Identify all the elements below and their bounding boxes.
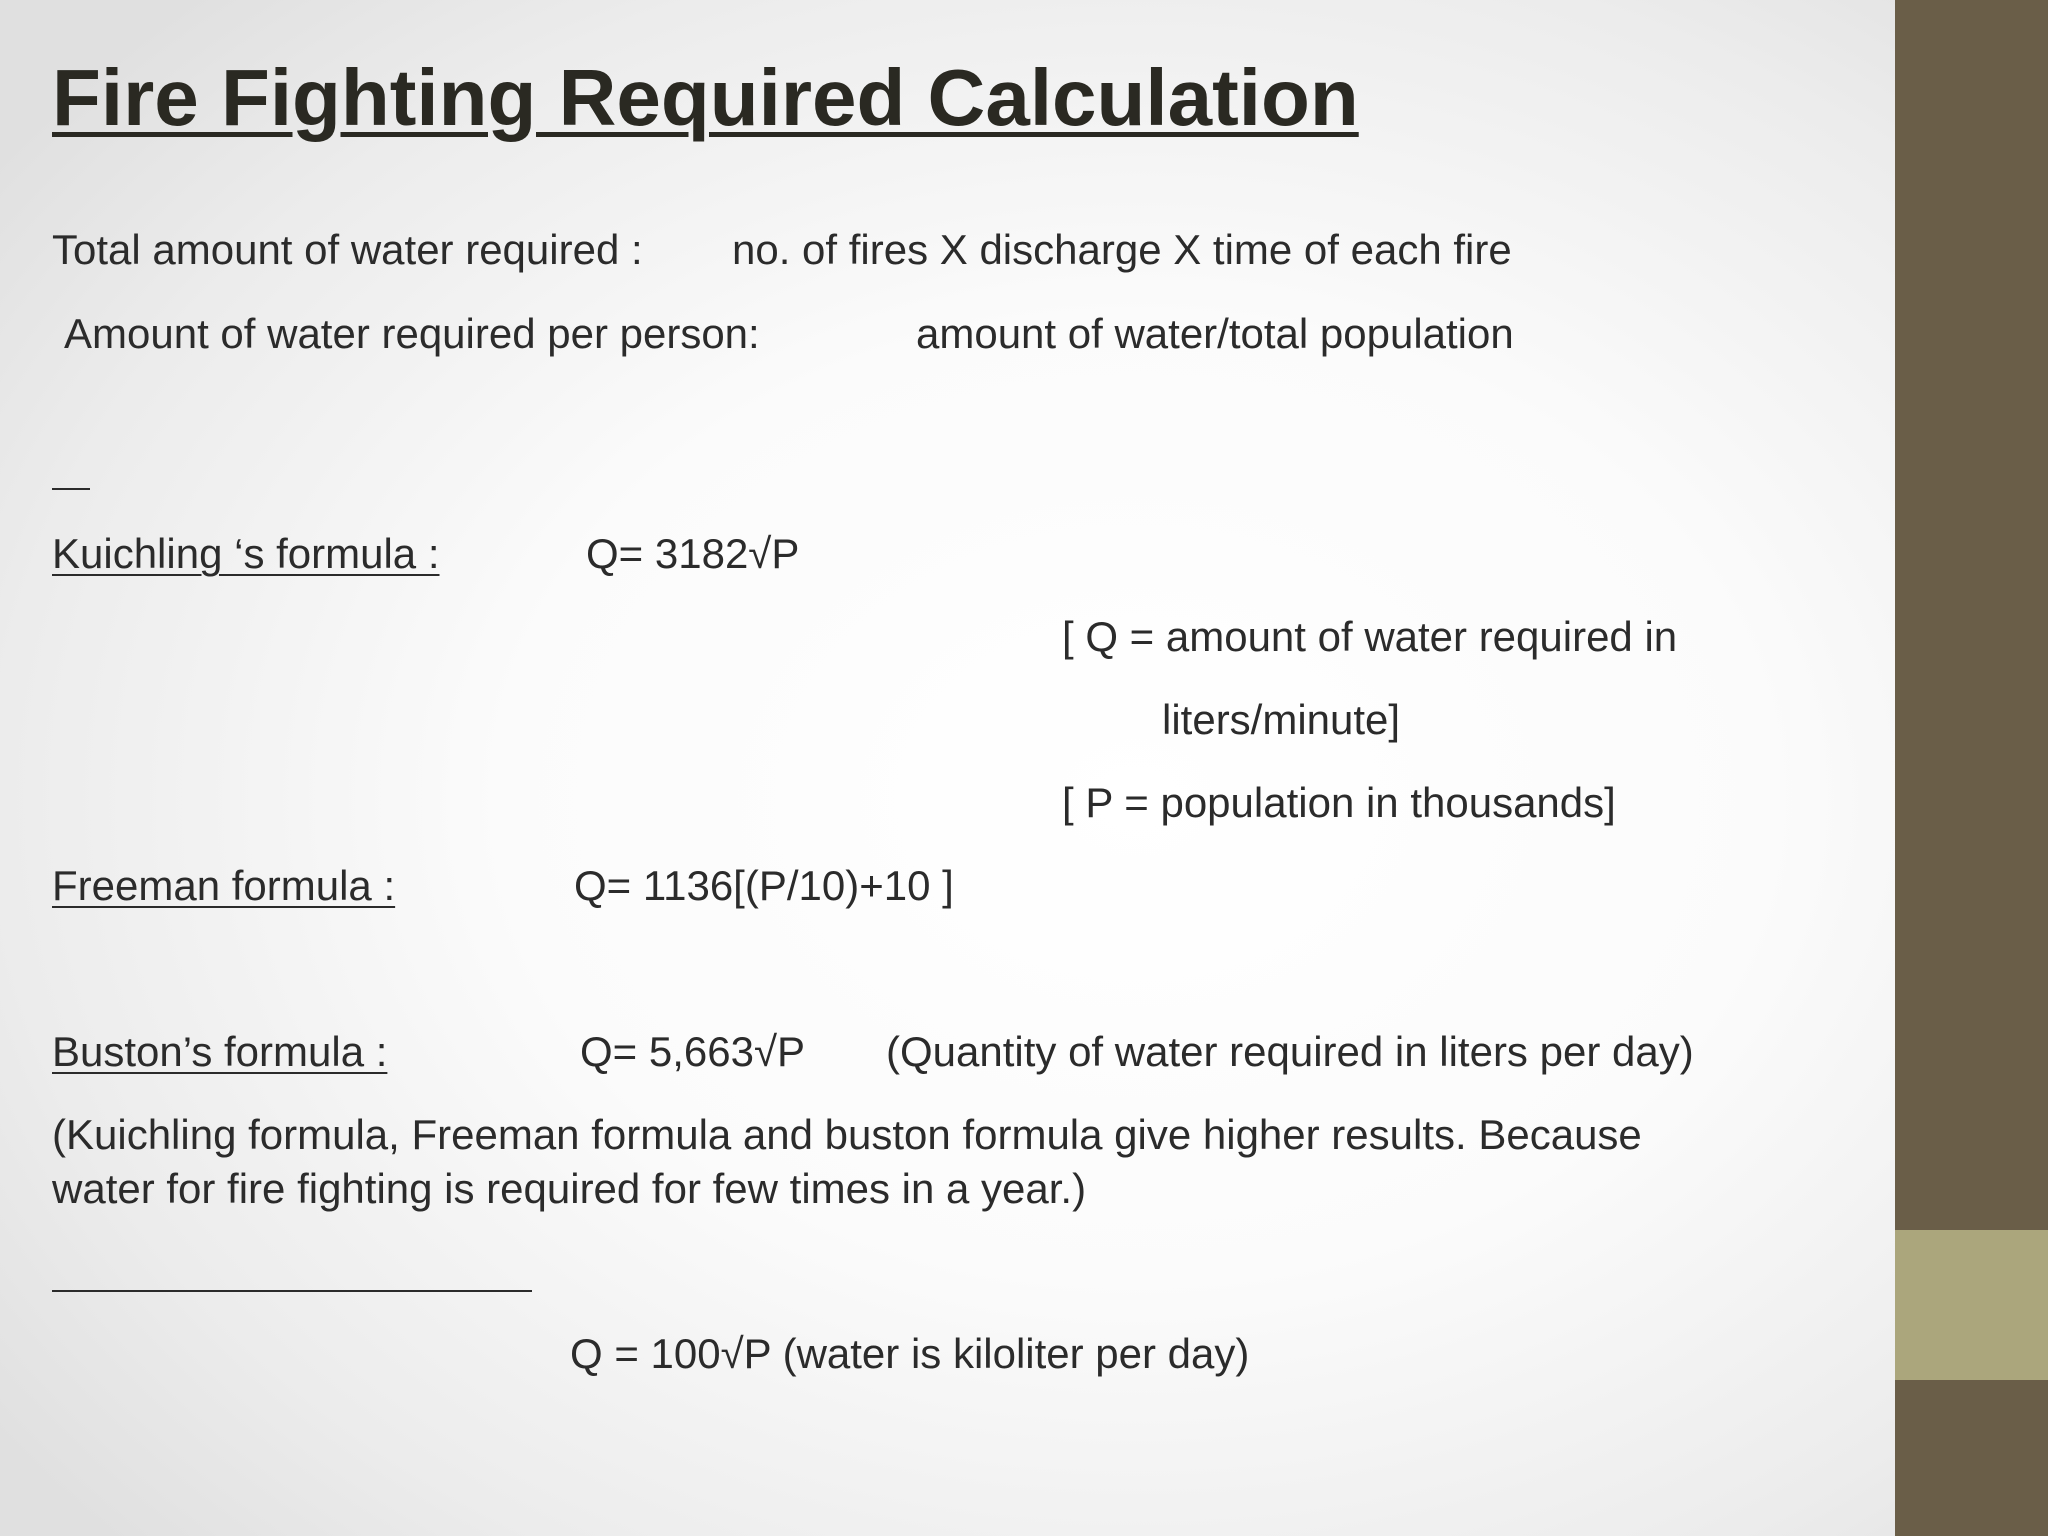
remark-line-2: water for fire fighting is required for few times in a year.) [52, 1165, 1087, 1212]
per-person-formula: amount of water/total population [916, 310, 1514, 357]
buston-note: (Quantity of water required in liters per day) [886, 1028, 1694, 1075]
total-water-formula: no. of fires X discharge X time of each fire [732, 226, 1512, 273]
kuichling-label: Kuichling ‘s formula : [52, 530, 440, 577]
slide-title: Fire Fighting Required Calculation [52, 53, 1359, 142]
remark-line-1: (Kuichling formula, Freeman formula and buston formula give higher results. Because [52, 1111, 1642, 1158]
sidebar-accent-block [1895, 1230, 2048, 1380]
freeman-label: Freeman formula : [52, 862, 396, 909]
kuichling-formula: Q= 3182√P [586, 530, 800, 577]
total-water-label: Total amount of water required : [52, 226, 643, 273]
kuichling-note-q-line2: liters/minute] [1162, 696, 1401, 743]
kuichling-note-p: [ P = population in thousands] [1062, 779, 1616, 826]
per-person-label: Amount of water required per person: [64, 310, 760, 357]
buston-label: Buston’s formula : [52, 1028, 388, 1075]
long-divider [52, 1290, 532, 1292]
final-formula: Q = 100√P (water is kiloliter per day) [570, 1330, 1250, 1377]
buston-formula: Q= 5,663√P [580, 1028, 806, 1075]
freeman-formula: Q= 1136[(P/10)+10 ] [574, 862, 954, 909]
kuichling-note-q-line1: [ Q = amount of water required in [1062, 613, 1678, 660]
short-divider [52, 488, 90, 490]
